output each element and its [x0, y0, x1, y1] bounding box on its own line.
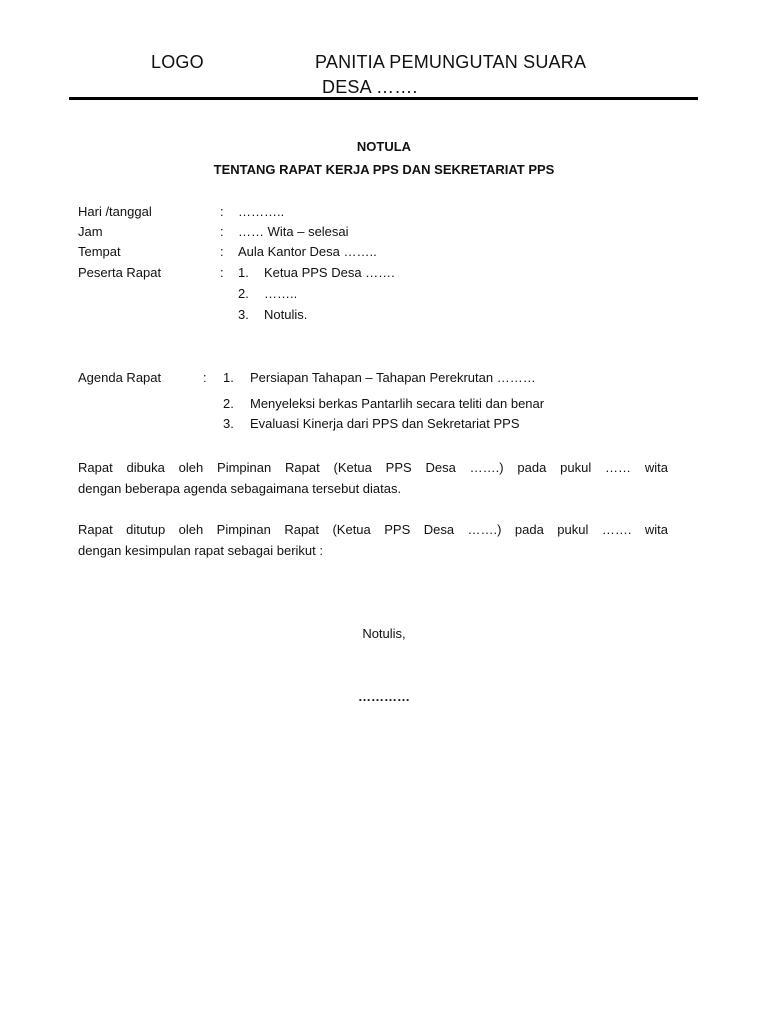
organization-village: DESA …….: [322, 77, 418, 97]
detail-label-participants: Peserta Rapat: [78, 265, 162, 280]
opening-line: dengan beberapa agenda sebagaimana tersebut diatas.: [78, 481, 402, 496]
opening-line: Rapat dibuka oleh Pimpinan Rapat (Ketua PPS Desa …….) pada pukul …… wita: [78, 460, 668, 475]
header-divider: [69, 97, 698, 100]
participant-item: Notulis.: [264, 307, 308, 322]
opening-paragraph: [78, 457, 668, 499]
detail-label-date: Hari /tanggal: [78, 204, 152, 219]
agenda-label: Agenda Rapat: [78, 370, 162, 385]
participant-number: 2.: [238, 286, 249, 301]
detail-value-time: …… Wita – selesai: [238, 224, 349, 239]
participant-number: 3.: [238, 307, 249, 322]
closing-line: dengan kesimpulan rapat sebagai berikut :: [78, 543, 323, 558]
organization-name: PANITIA PEMUNGUTAN SUARA: [315, 52, 587, 72]
detail-label-time: Jam: [78, 224, 103, 239]
detail-colon: :: [220, 224, 224, 239]
document-subtitle: TENTANG RAPAT KERJA PPS DAN SEKRETARIAT PPS: [213, 162, 555, 177]
participant-number: 1.: [238, 265, 249, 280]
signature-name: …………: [358, 689, 410, 704]
agenda-item: Menyeleksi berkas Pantarlih secara teliti dan benar: [250, 396, 545, 411]
agenda-number: 2.: [223, 396, 234, 411]
closing-paragraph: [78, 519, 668, 561]
detail-label-place: Tempat: [78, 244, 121, 259]
agenda-item: Persiapan Tahapan – Tahapan Perekrutan ………: [250, 370, 536, 385]
closing-line: Rapat ditutup oleh Pimpinan Rapat (Ketua PPS Desa …….) pada pukul ……. wita: [78, 522, 668, 537]
agenda-number: 3.: [223, 416, 234, 431]
participant-item: ……..: [264, 286, 298, 301]
detail-colon: :: [220, 204, 224, 219]
agenda-number: 1.: [223, 370, 234, 385]
detail-colon: :: [220, 244, 224, 259]
signature-role: Notulis,: [362, 626, 406, 641]
detail-colon: :: [220, 265, 224, 280]
document-title: NOTULA: [356, 139, 412, 154]
detail-value-date: ………..: [238, 204, 285, 219]
agenda-item: Evaluasi Kinerja dari PPS dan Sekretariat PPS: [250, 416, 520, 431]
agenda-colon: :: [203, 370, 207, 385]
detail-value-place: Aula Kantor Desa ……..: [238, 244, 377, 259]
logo-placeholder: LOGO: [151, 52, 204, 72]
participant-item: Ketua PPS Desa …….: [264, 265, 395, 280]
